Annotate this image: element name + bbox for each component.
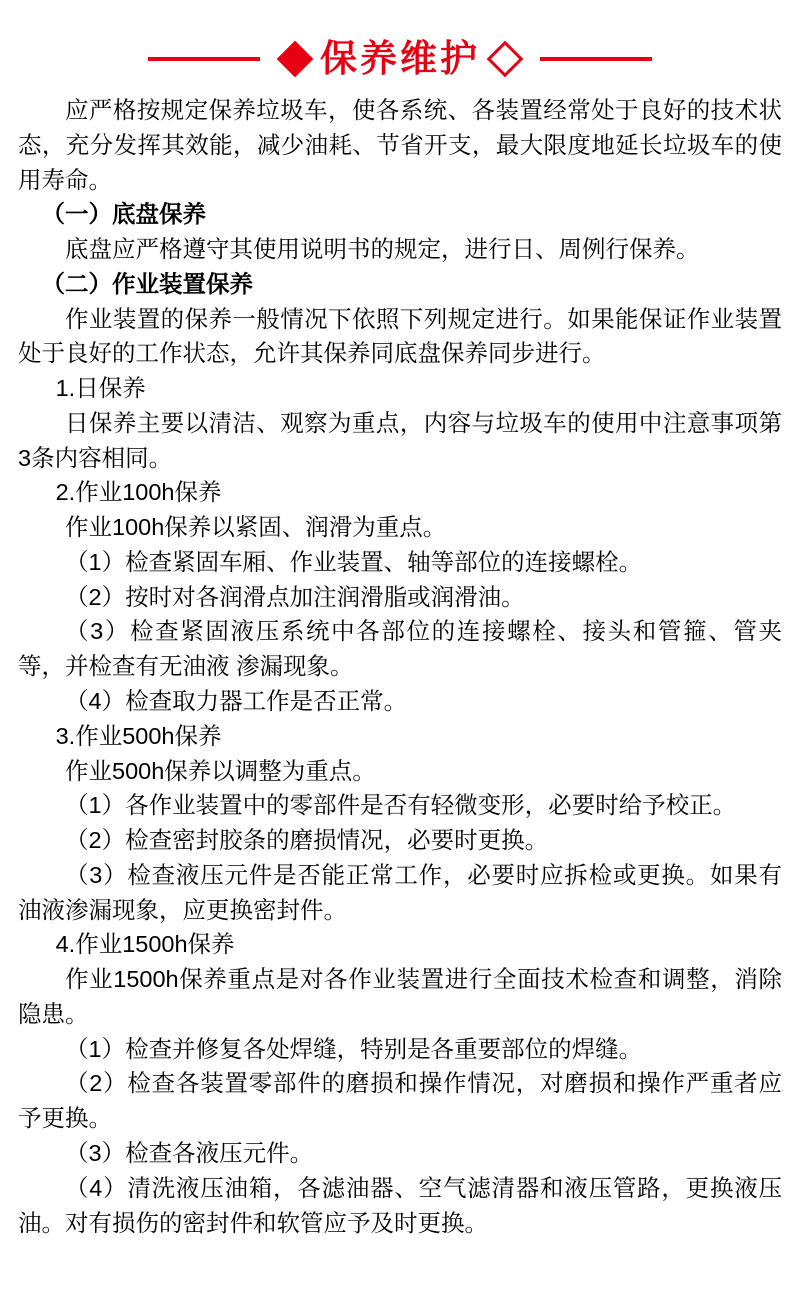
list-item: （2）检查各装置零部件的磨损和操作情况，对磨损和操作严重者应予更换。 [18, 1070, 782, 1132]
header-rule-right [540, 57, 652, 61]
list-item: （3）检查液压元件是否能正常工作，必要时应拆检或更换。如果有油液渗漏现象，应更换密封件。 [18, 861, 782, 923]
subsection-4-line: 作业1500h保养重点是对各作业装置进行全面技术检查和调整，消除隐患。 [18, 966, 782, 1027]
diamond-hollow-icon [487, 40, 524, 77]
list-item: （4）检查取力器工作是否正常。 [65, 688, 408, 715]
subsection-3-line: 作业500h保养以调整为重点。 [65, 757, 376, 784]
section-1-paragraph: 底盘应严格遵守其使用说明书的规定，进行日、周例行保养。 [65, 236, 700, 263]
subsection-title-4: 4.作业1500h保养 [55, 931, 235, 958]
header-rule-left [148, 57, 260, 61]
list-item: （1）检查并修复各处焊缝，特别是各重要部位的焊缝。 [65, 1035, 643, 1062]
list-item: （3）检查各液压元件。 [65, 1139, 314, 1166]
subsection-2-line: 作业100h保养以紧固、润滑为重点。 [65, 514, 447, 541]
page-header [10, 0, 790, 85]
subsection-title-1: 1.日保养 [55, 375, 146, 402]
subsection-1-line: 日保养主要以清洁、观察为重点，内容与垃圾车的使用中注意事项第3条内容相同。 [18, 409, 782, 471]
section-heading-1: （一）底盘保养 [41, 201, 206, 228]
section-2-paragraph: 作业装置的保养一般情况下依照下列规定进行。如果能保证作业装置处于良好的工作状态，允许其保养同底盘保养同步进行。 [18, 305, 782, 367]
list-item: （2）按时对各润滑点加注润滑脂或润滑油。 [65, 583, 525, 610]
document-body [10, 85, 790, 1240]
subsection-title-3: 3.作业500h保养 [55, 722, 222, 749]
list-item: （1）检查紧固车厢、作业装置、轴等部位的连接螺栓。 [65, 548, 643, 575]
list-item: （3）检查紧固液压系统中各部位的连接螺栓、接头和管箍、管夹等，并检查有无油液 渗漏现象。 [18, 618, 782, 680]
diamond-solid-icon [277, 40, 314, 77]
page-title: 保养维护 [320, 38, 480, 79]
subsection-title-2: 2.作业100h保养 [55, 479, 222, 506]
section-heading-2: （二）作业装置保养 [41, 270, 253, 297]
list-item: （1）各作业装置中的零部件是否有轻微变形，必要时给予校正。 [65, 792, 737, 819]
list-item: （2）检查密封胶条的磨损情况，必要时更换。 [65, 827, 549, 854]
list-item: （4）清洗液压油箱，各滤油器、空气滤清器和液压管路，更换液压油。对有损伤的密封件和软管应予及时更换。 [18, 1174, 782, 1236]
intro-paragraph: 应严格按规定保养垃圾车，使各系统、各装置经常处于良好的技术状态，充分发挥其效能，减少油耗、节省开支，最大限度地延长垃圾车的使用寿命。 [18, 97, 782, 193]
